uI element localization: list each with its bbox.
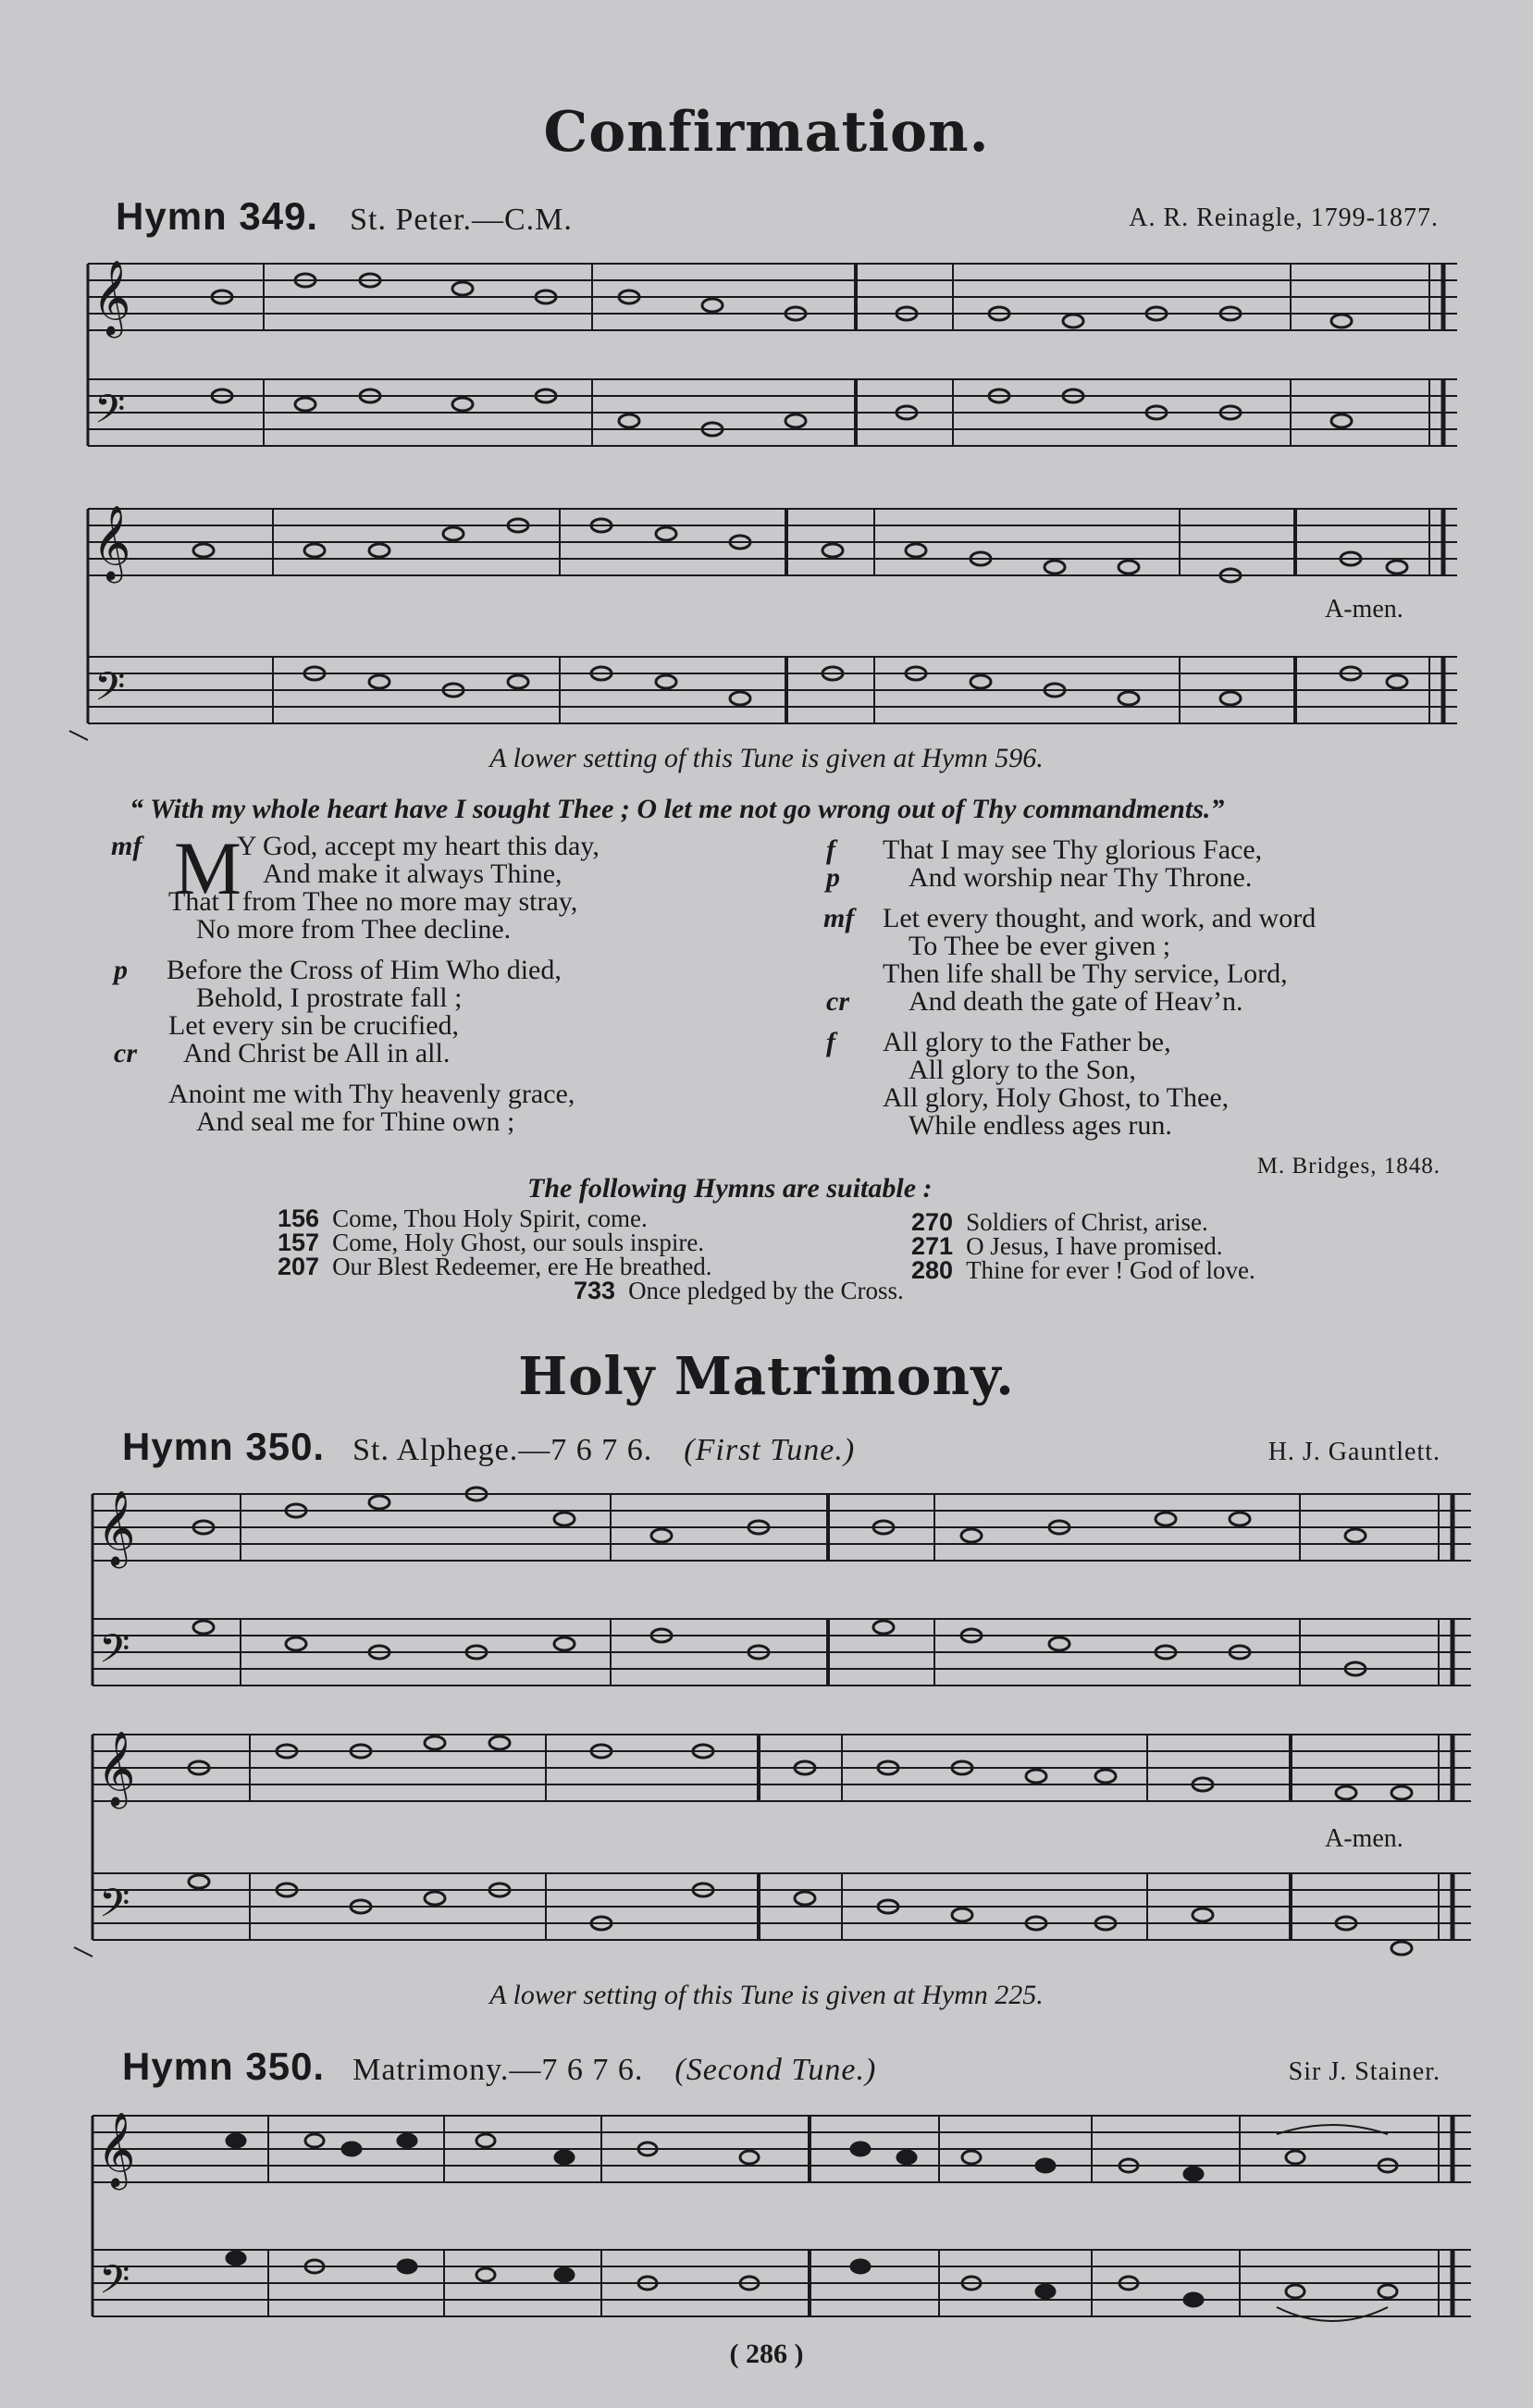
suitable-list-center — [574, 1277, 1036, 1305]
hymn-ref-title: Once pledged by the Cross. — [628, 1277, 904, 1304]
lower-setting-note: A lower setting of this Tune is given at Hymn 596. — [489, 743, 1044, 773]
hymn-ref-title: Come, Thou Holy Spirit, come. — [332, 1204, 648, 1232]
verse-line: That I may see Thy glorious Face, — [883, 834, 1263, 865]
hymn-ref-title: Thine for ever ! God of love. — [966, 1256, 1255, 1284]
tune-variant: (Second Tune.) — [674, 2053, 877, 2087]
dynamic-mark: cr — [114, 1038, 137, 1068]
tune-name: St. Alphege.—7 6 7 6. — [352, 1433, 653, 1467]
verse-line: Let every thought, and work, and word — [883, 903, 1317, 933]
hymn-350a-header — [122, 1425, 1440, 1471]
svg-text:𝄢: 𝄢 — [99, 2257, 130, 2313]
verse-line: While endless ages run. — [909, 1110, 1172, 1141]
dynamic-mark: p — [826, 862, 840, 893]
hymn-ref-title: Soldiers of Christ, arise. — [966, 1208, 1208, 1236]
verse-line: And worship near Thy Throne. — [909, 862, 1253, 893]
hymn-349-header — [116, 194, 1439, 241]
verse-line: All glory to the Son, — [909, 1055, 1136, 1085]
svg-text:𝄞: 𝄞 — [97, 2111, 136, 2187]
music-system-349-1 — [0, 245, 1533, 476]
epigraph: “ With my whole heart have I sought Thee ; O let me not go wrong out of Thy commandments.” — [130, 794, 1225, 824]
svg-text:𝄢: 𝄢 — [94, 664, 126, 720]
hymn-ref-number: 733 — [574, 1277, 616, 1304]
hymn-number: Hymn 350. — [122, 1425, 326, 1468]
svg-text:𝄞: 𝄞 — [93, 504, 131, 580]
drop-cap: M — [174, 826, 241, 910]
svg-text:𝄞: 𝄞 — [97, 1489, 136, 1565]
hymn-ref-number: 280 — [911, 1256, 954, 1284]
tune-variant: (First Tune.) — [684, 1433, 856, 1467]
hymn-ref-title: Come, Holy Ghost, our souls inspire. — [332, 1229, 705, 1256]
suitable-list-left — [278, 1204, 870, 1280]
verse-line: All glory, Holy Ghost, to Thee, — [883, 1082, 1230, 1113]
verse-line: And death the gate of Heav’n. — [909, 986, 1243, 1017]
verse-line: No more from Thee decline. — [196, 914, 512, 945]
author: M. Bridges, 1848. — [1256, 1154, 1440, 1179]
verse-line: To Thee be ever given ; — [909, 931, 1171, 961]
composer: Sir J. Stainer. — [1288, 2057, 1440, 2086]
amen-label: A-men. — [1325, 595, 1403, 624]
verse-line: Anoint me with Thy heavenly grace, — [168, 1079, 575, 1109]
verse-line: Behold, I prostrate fall ; — [196, 982, 463, 1013]
verse-line: And make it always Thine, — [263, 858, 563, 889]
dynamic-mark: cr — [826, 986, 849, 1017]
svg-text:𝄢: 𝄢 — [94, 387, 126, 442]
svg-text:𝄢: 𝄢 — [99, 1881, 130, 1936]
verse-column-left — [111, 826, 777, 1137]
hymn-350b-header — [122, 2044, 1440, 2091]
verse-line: Before the Cross of Him Who died, — [167, 955, 562, 985]
verse-column-right — [823, 836, 1471, 1140]
hymn-ref-title: Our Blest Redeemer, ere He breathed. — [332, 1253, 712, 1280]
verse-line: Then life shall be Thy service, Lord, — [883, 958, 1288, 989]
tune-name: Matrimony.—7 6 7 6. — [352, 2053, 644, 2087]
section-title: Holy Matrimony. — [518, 1346, 1015, 1407]
verse-line: Let every sin be crucified, — [168, 1010, 460, 1041]
svg-text:𝄢: 𝄢 — [99, 1626, 130, 1682]
svg-text:𝄞: 𝄞 — [97, 1730, 136, 1806]
lower-setting-note: A lower setting of this Tune is given at Hymn 225. — [489, 1980, 1044, 2010]
verse-line: Y God, accept my heart this day, — [237, 831, 600, 861]
hymn-ref-title: O Jesus, I have promised. — [966, 1232, 1223, 1260]
svg-text:𝄞: 𝄞 — [93, 259, 131, 335]
dynamic-mark: mf — [823, 903, 855, 933]
page-number: ( 286 ) — [729, 2339, 804, 2369]
verse-line: And seal me for Thine own ; — [196, 1106, 515, 1137]
amen-label: A-men. — [1325, 1824, 1403, 1853]
verse-line: And Christ be All in all. — [183, 1038, 451, 1068]
suitable-list-right — [911, 1208, 1429, 1284]
hymn-ref-number: 157 — [278, 1229, 320, 1256]
music-system-349-2 — [0, 476, 1533, 745]
music-system-350a-2 — [0, 1711, 1533, 1970]
page-title: Confirmation. — [543, 100, 990, 165]
dynamic-mark: p — [114, 955, 128, 985]
music-system-350a-1 — [0, 1471, 1533, 1711]
verse-line: That I from Thee no more may stray, — [168, 886, 578, 917]
hymn-number: Hymn 349. — [116, 194, 319, 238]
composer: A. R. Reinagle, 1799-1877. — [1129, 204, 1439, 232]
tune-name: St. Peter.—C.M. — [350, 203, 573, 237]
hymn-number: Hymn 350. — [122, 2044, 326, 2088]
dynamic-mark: f — [826, 834, 835, 865]
dynamic-mark: f — [826, 1027, 835, 1057]
verse-line: All glory to the Father be, — [883, 1027, 1171, 1057]
music-system-350b-1 — [0, 2093, 1533, 2342]
hymn-ref-number: 271 — [911, 1232, 954, 1260]
hymn-ref-number: 207 — [278, 1253, 320, 1280]
hymn-ref-number: 156 — [278, 1204, 320, 1232]
hymn-ref-number: 270 — [911, 1208, 954, 1236]
composer: H. J. Gauntlett. — [1267, 1438, 1440, 1466]
suitable-heading: The following Hymns are suitable : — [527, 1173, 933, 1204]
dynamic-mark: mf — [111, 831, 142, 861]
